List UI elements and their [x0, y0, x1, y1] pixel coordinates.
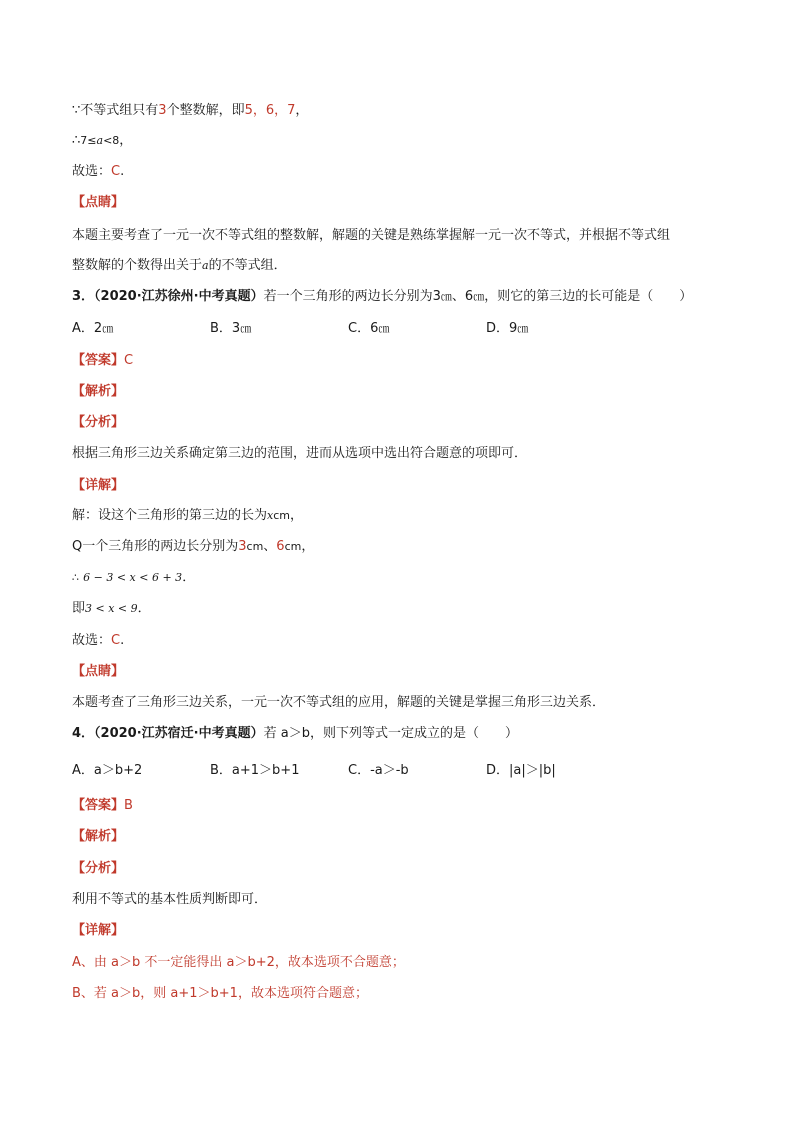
q3-analysis: 根据三角形三边关系确定第三边的范围，进而从选项中选出符合题意的项即可． — [72, 446, 528, 461]
text: 个整数解，即 — [166, 103, 245, 118]
count-value: 3 — [158, 103, 167, 118]
q4-jiexi-heading: 【解析】 — [72, 829, 125, 844]
unit: ㎝ — [440, 290, 452, 303]
math-value: 3 — [238, 539, 247, 554]
unit: cm — [284, 540, 302, 553]
text: 的不等式组． — [208, 258, 287, 273]
q2-choice-line — [72, 163, 124, 181]
therefore-symbol: ∴ — [72, 133, 81, 148]
text: ． — [137, 601, 151, 616]
q4-option-a: A．a＞b+2 — [72, 763, 143, 778]
text: ， — [119, 133, 133, 148]
q4-stem — [72, 725, 518, 743]
q2-integer-solutions-line — [72, 102, 308, 120]
math-var: a — [202, 259, 209, 272]
choice-label: 故选： — [72, 633, 112, 648]
text: 若 a＞b，则下列等式一定成立的是（ ） — [263, 726, 518, 741]
q4-fenxi-heading: 【分析】 — [72, 861, 125, 876]
text: . — [120, 164, 125, 179]
question-source: （2020·江苏宿迁·中考真题） — [94, 726, 264, 741]
text: ，则它的第三边的长可能是（ ） — [484, 289, 693, 304]
q3-solution-line1 — [72, 507, 303, 525]
text: ∵不等式组只有 — [72, 103, 159, 118]
text: 整数解的个数得出关于 — [72, 258, 203, 273]
q4-analysis: 利用不等式的基本性质判断即可． — [72, 892, 268, 907]
math-expr: 7≤ — [80, 134, 97, 147]
q3-solution-line2 — [72, 538, 314, 556]
q2-summary-line1: 本题主要考查了一元一次不等式组的整数解，解题的关键是熟练掌握解一元一次不等式，并根据不等式组 — [72, 228, 671, 243]
q3-option-b: B．3㎝ — [210, 321, 252, 336]
q3-option-a: A．2㎝ — [72, 321, 114, 336]
text: 、 — [263, 539, 277, 554]
q4-answer — [72, 797, 133, 815]
question-source: （2020·江苏徐州·中考真题） — [94, 289, 264, 304]
unit: cm — [246, 540, 264, 553]
text: ， — [290, 508, 304, 523]
therefore-symbol: ∴ — [72, 571, 79, 584]
q3-fenxi-heading: 【分析】 — [72, 415, 125, 430]
q3-xiangjie-heading: 【详解】 — [72, 478, 125, 493]
math-var: x — [267, 509, 274, 522]
q4-option-d: D．|a|＞|b| — [486, 763, 556, 778]
text: 、 — [451, 289, 465, 304]
text: . — [120, 633, 125, 648]
text: 解：设这个三角形的第三边的长为 — [72, 508, 268, 523]
q3-stem — [72, 288, 692, 306]
q3-option-d: D．9㎝ — [486, 321, 529, 336]
solution-values: 5，6，7 — [244, 103, 296, 118]
q2-summary-line2 — [72, 257, 287, 275]
math-expr: 3 < x < 9 — [85, 602, 138, 615]
answer-label: 【答案】 — [72, 798, 125, 813]
text: ， — [295, 103, 309, 118]
math-var: a — [96, 134, 104, 147]
q3-choice-line — [72, 632, 124, 650]
text: 若一个三角形的两边长分别为 — [263, 289, 433, 304]
question-number: 4． — [72, 726, 95, 741]
q3-jiexi-heading: 【解析】 — [72, 384, 125, 399]
answer-value: C — [124, 353, 134, 368]
q3-solution-line3 — [72, 569, 195, 587]
math-expr: 6 − 3 < x < 6 + 3 — [83, 571, 183, 584]
q4-detail-a: A、由 a＞b 不一定能得出 a＞b+2，故本选项不合题意； — [72, 955, 405, 970]
choice-value: C — [111, 164, 121, 179]
q4-detail-b: B、若 a＞b，则 a+1＞b+1，故本选项符合题意； — [72, 986, 368, 1001]
choice-label: 故选： — [72, 164, 112, 179]
answer-value: B — [124, 798, 133, 813]
q2-range-line — [72, 132, 132, 150]
text: ， — [301, 539, 315, 554]
math-value: 3 — [432, 289, 441, 304]
q3-option-c: C．6㎝ — [348, 321, 390, 336]
text: 即 — [72, 601, 86, 616]
choice-value: C — [111, 633, 121, 648]
math-expr: <8 — [103, 134, 120, 147]
math-value: 6 — [464, 289, 474, 304]
unit: cm — [273, 509, 290, 522]
q2-dianjing-heading: 【点睛】 — [72, 195, 125, 210]
q4-option-c: C．-a＞-b — [348, 763, 409, 778]
math-value: 6 — [276, 539, 285, 554]
unit: ㎝ — [473, 290, 485, 303]
q4-xiangjie-heading: 【详解】 — [72, 923, 125, 938]
question-number: 3． — [72, 289, 95, 304]
answer-label: 【答案】 — [72, 353, 125, 368]
q3-solution-line4 — [72, 600, 151, 618]
q4-option-b: B．a+1＞b+1 — [210, 763, 300, 778]
q3-dianjing-heading: 【点睛】 — [72, 664, 125, 679]
q3-answer — [72, 352, 133, 370]
text: ． — [182, 570, 196, 585]
q3-summary: 本题考查了三角形三边关系，一元一次不等式组的应用，解题的关键是掌握三角形三边关系． — [72, 695, 606, 710]
text: Q一个三角形的两边长分别为 — [72, 539, 239, 554]
